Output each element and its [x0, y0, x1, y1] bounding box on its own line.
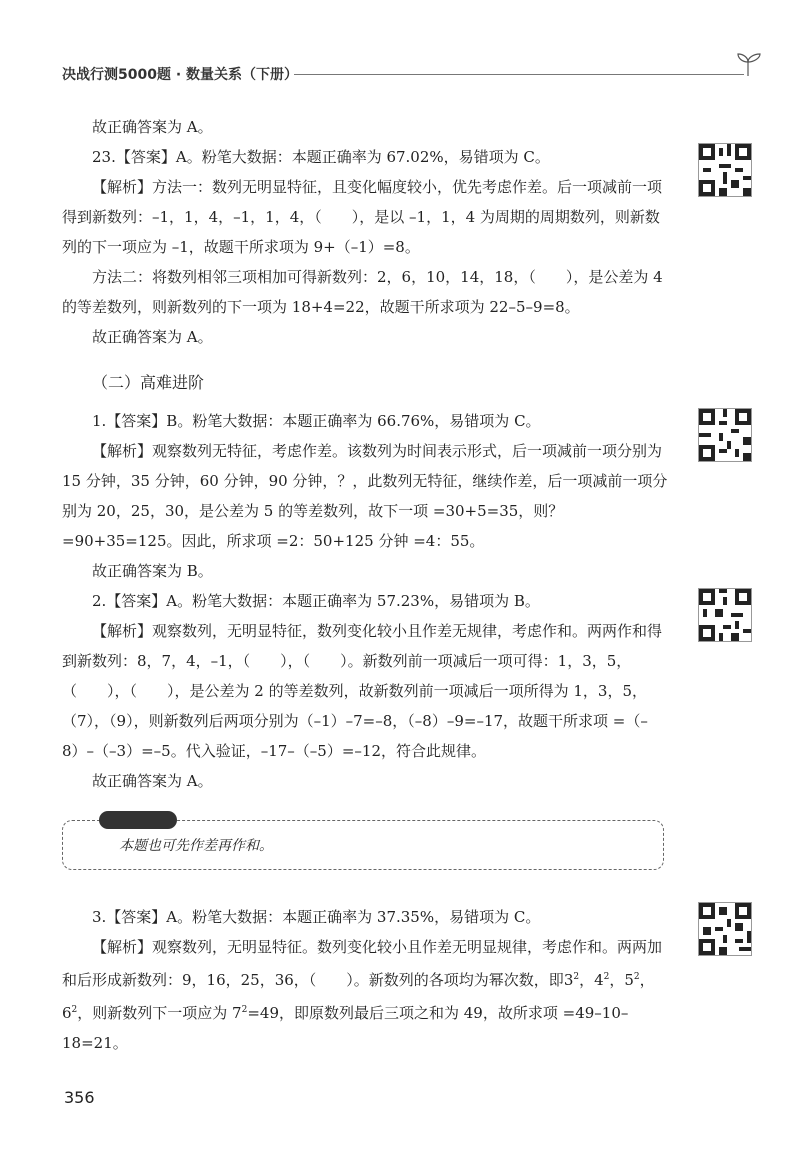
qr-code[interactable] — [698, 143, 752, 197]
q1-conclusion: 故正确答案为 B。 — [92, 562, 213, 580]
qr-code[interactable] — [698, 902, 752, 956]
q3-analysis — [62, 932, 672, 1058]
q3-analysis-power-5: ，5 — [609, 971, 634, 989]
q3-analysis-power-3: 3 — [563, 971, 574, 989]
tip-box — [62, 820, 664, 870]
q2-analysis: 【解析】观察数列，无明显特征，数列变化较小且作差无规律，考虑作和。两两作和得到新数列：8，7，4，–1，（ ），（ ）。新数列前一项减后一项可得：1，3，5，（ ），（ ），是公差为 2 的等差数列，故新数列前一项减后一项所得为 1，3，5，（7），（9），则新数列后两项分别为（–1）–7=–8，（–8）–9=–17，故题干所求项 =（–8）–（–3）=–5。代入验证，–17–（–5）=–12，符合此规律。 — [62, 622, 663, 760]
qr-code[interactable] — [698, 408, 752, 462]
q2-answer: 2.【答案】A。粉笔大数据：本题正确率为 57.23%，易错项为 B。 — [92, 592, 540, 610]
book-title: 决战行测5000题 · 数量关系（下册） — [62, 67, 299, 83]
q23-analysis-method1: 【解析】方法一：数列无明显特征，且变化幅度较小，优先考虑作差。后一项减前一项得到新数列：–1，1，4，–1，1，4，（ ），是以 –1，1，4 为周期的周期数列，则新数列的下一项应为 –1，故题干所求项为 9+（–1）=8。 — [62, 178, 663, 256]
page-header — [62, 58, 762, 88]
q3-analysis-part-2: =49，即原数列最后三项之和为 49，故所求 — [247, 1004, 543, 1022]
q3-answer: 3.【答案】A。粉笔大数据：本题正确率为 37.35%，易错项为 C。 — [92, 908, 541, 926]
question-2-block — [62, 586, 672, 796]
question-3-block — [62, 902, 672, 1058]
q1-answer: 1.【答案】B。粉笔大数据：本题正确率为 66.76%，易错项为 C。 — [92, 412, 541, 430]
conclusion-text: 故正确答案为 A。 — [92, 328, 213, 346]
answer-paragraph-a — [62, 112, 672, 352]
q3-analysis-power-4: ，4 — [579, 971, 604, 989]
superscript: 2 — [603, 972, 610, 982]
tip-tag — [99, 811, 177, 829]
q3-analysis-next-term: ，则新数列下一项应为 7 — [77, 1004, 242, 1022]
header-rule — [294, 74, 744, 75]
qr-code-icon — [699, 589, 751, 641]
section-title: （二）高难进阶 — [92, 373, 205, 392]
q3-analysis-power-6: ，6 — [62, 971, 655, 1022]
superscript: 2 — [71, 1005, 78, 1015]
qr-code-icon — [699, 144, 751, 196]
leaf-icon — [734, 52, 764, 78]
q23-analysis-method2: 方法二：将数列相邻三项相加可得新数列：2，6，10，14，18，（ ），是公差为 4 的等差数列，则新数列的下一项为 18+4=22，故题干所求项为 22–5–9=8。 — [62, 268, 663, 316]
q1-analysis: 【解析】观察数列无特征，考虑作差。该数列为时间表示形式，后一项减前一项分别为 15 分钟，35 分钟，60 分钟，90 分钟，？，此数列无特征，继续作差，后一项减前一项分别为 20，25，30，是公差为 5 的等差数列，故下一项 =30+5=35，则？=90+35=125。因此，所求项 =2：50+125 分钟 =4：55。 — [62, 442, 668, 550]
superscript: 2 — [573, 972, 580, 982]
qr-code[interactable] — [698, 588, 752, 642]
conclusion-text: 故正确答案为 A。 — [92, 118, 213, 136]
superscript: 2 — [241, 1005, 248, 1015]
q23-answer: 23.【答案】A。粉笔大数据：本题正确率为 67.02%，易错项为 C。 — [92, 148, 550, 166]
q3-analysis-part-3: 项 =49–10–18=21。 — [62, 1004, 629, 1052]
superscript: 2 — [633, 972, 640, 982]
q3-analysis-part-1: 【解析】观察数列，无明显特征。数列变化较小且作差无明显规律，考虑作和。两两加和后形成新数列：9，16，25，36，（ ）。新数列的各项均为幂次数，即 — [62, 938, 663, 989]
q2-conclusion: 故正确答案为 A。 — [92, 772, 213, 790]
qr-code-icon — [699, 409, 751, 461]
page-number: 356 — [64, 1088, 95, 1107]
qr-code-icon — [699, 903, 751, 955]
question-1-block — [62, 406, 672, 586]
tip-text: 本题也可先作差再作和。 — [119, 838, 273, 854]
